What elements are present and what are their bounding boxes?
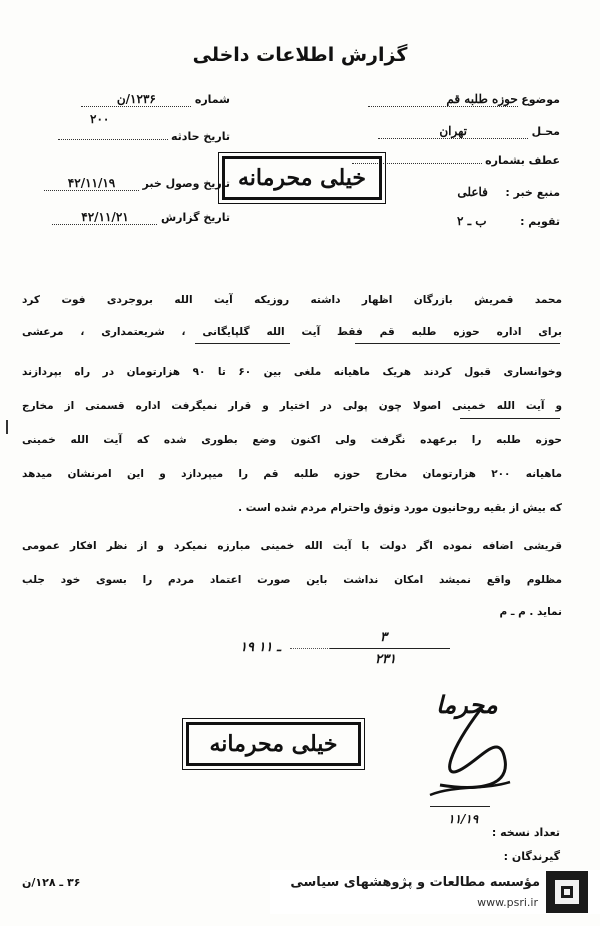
received-date-value: ۴۲/۱۱/۱۹ [44,176,139,191]
report-date-field [30,210,230,225]
body-line: و آیت الله خمینی اصولا چون پولی در اختیار و قرار نمیگرفت اداره قسمتی از مخارج [22,400,562,412]
event-date-field [30,130,230,143]
watermark-url: www.psri.ir [477,896,538,909]
number-label: شماره [194,93,230,106]
signature-icon [410,690,530,810]
underline-mark [355,343,560,344]
signature-line [430,806,490,807]
body-line: وخوانساری قبول کردند هریک ماهیانه ملغی بین ۶۰ تا ۹۰ هزارتومان در راه بپردازند [22,366,562,378]
handwritten-ref-number: ۲۳۱ [375,652,396,667]
rating-field [350,214,560,228]
confidential-stamp-top: خیلی محرمانه [222,156,382,200]
number-value: ۱۲۳۶/ن [81,92,191,107]
place-field [350,124,560,139]
event-date-label: تاریخ حادثه [171,130,230,143]
source-value: فاعلی [457,185,488,199]
handwritten-date-left: ۱۹ ـ ۱۱ [240,640,281,655]
body-line: برای اداره حوزه طلبه قم فقط آیت الله گلپایگانی ، شریعتمداری ، مرعشی [22,326,562,338]
ref-label: عطف بشماره [485,154,560,167]
body-line: که بیش از بقیه روحانیون مورد وثوق واحترام مردم شده است . [238,502,562,514]
place-label: محـل [531,125,560,138]
report-date-label: تاریخ گزارش [160,211,230,224]
subject-label: موضوع [521,93,560,106]
body-line: قریشی اضافه نموده اگر دولت با آیت الله خمینی مبارزه نمیکرد و از نظر افکار عمومی [22,540,562,552]
rating-label: تقویم : [520,215,560,228]
body-line: حوزه طلبه را برعهده نگرفت ولی اکنون وضع بطوری شده که آیت الله خمینی [22,434,562,446]
number-sub-value: ۲۰۰ [90,112,110,126]
handwritten-ref-code: ۳ [380,630,387,645]
report-title: گزارش اطلاعات داخلی [192,44,408,66]
underline-mark [460,418,560,419]
event-date-value [58,139,168,140]
place-value: تهران [378,124,528,139]
institute-logo-icon [545,870,589,914]
margin-mark [6,420,8,434]
handwritten-date-bottom: ۱۱/۱۹ [448,812,479,826]
source-label: منبع خبر : [505,186,560,199]
document-code: ۳۶ ـ ۱۲۸/ن [22,876,81,889]
watermark-org-name: مؤسسه مطالعات و پژوهشهای سیاسی [290,875,540,890]
body-line: ماهیانه ۲۰۰ هزارتومان مخارج حوزه طلبه قم را میپردازد و این امرنشان میدهد [22,468,563,480]
body-line: مظلوم واقع نمیشد امکان نداشت باین صورت اعتماد مردم را بسوی خود جلب [22,574,562,586]
subject-field [350,92,560,107]
fraction-line [330,648,450,649]
underline-mark [195,343,290,344]
received-date-label: تاریخ وصول خبر [142,177,230,190]
dotted-line [290,648,330,649]
recipients-label: گیرندگان : [503,850,560,863]
subject-value: حوزه طلبه قم [368,92,518,107]
received-date-field [30,176,230,191]
body-line: محمد قمریش بازرگان اظهار داشته روزیکه آیت الله بروجردی فوت کرد [22,294,562,306]
body-line: نماید . م ـ م [499,606,562,618]
report-date-value: ۴۲/۱۱/۲۱ [52,210,157,225]
number-field [30,92,230,107]
confidential-stamp-bottom: خیلی محرمانه [186,722,361,766]
rating-value: ب ـ ۲ [456,214,487,228]
copies-label: تعداد نسخه : [491,826,560,839]
handwritten-note: محرما [436,690,498,719]
